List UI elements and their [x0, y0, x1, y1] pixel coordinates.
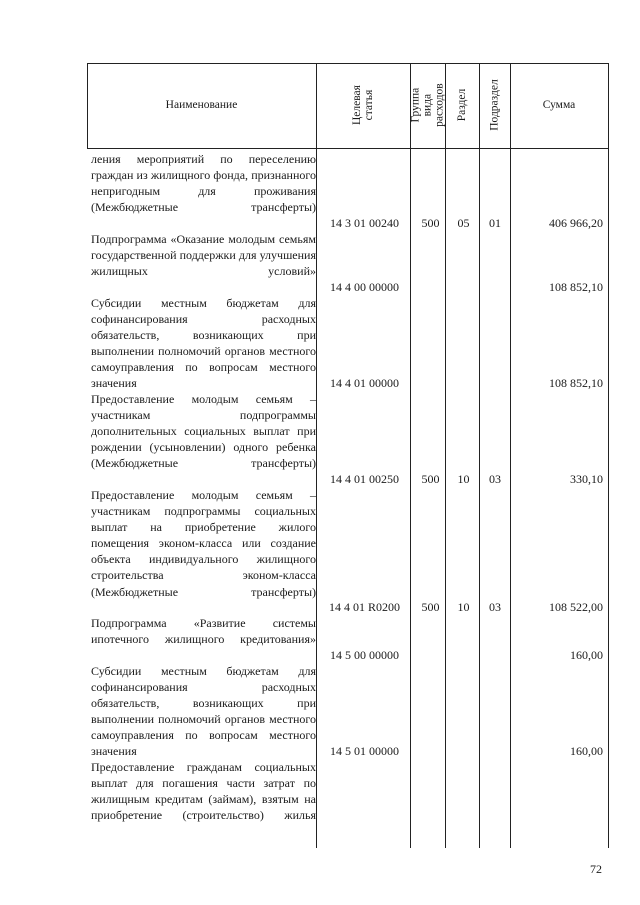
row-section: 10 — [457, 472, 470, 486]
row-amount: 160,00 — [570, 648, 603, 662]
row-name: Субсидии местным бюджетам для софинансирования расходных обязательств, возникающих при выполнении полномочий органов местного самоуправления по вопросам местного значения — [91, 664, 316, 759]
header-target-article-label: Целевая статья — [350, 85, 375, 126]
row-code: 14 4 01 00250 — [330, 472, 399, 486]
row-group: 500 — [421, 472, 440, 486]
header-expense-group-label: Группа вида расходов — [409, 83, 446, 128]
row-group: 500 — [421, 216, 440, 230]
header-target-article — [316, 63, 410, 148]
column-divider — [410, 63, 411, 848]
column-divider — [316, 63, 317, 848]
row-group: 500 — [421, 600, 440, 614]
row-amount: 160,00 — [570, 744, 603, 758]
row-section: 10 — [457, 600, 470, 614]
header-section — [445, 63, 479, 148]
row-amount: 108 852,10 — [549, 376, 603, 390]
header-name-label: Наименование — [165, 99, 238, 112]
column-divider — [479, 63, 480, 848]
row-code: 14 4 01 00000 — [330, 376, 399, 390]
column-divider — [445, 63, 446, 848]
row-section: 05 — [457, 216, 470, 230]
header-amount — [510, 63, 608, 148]
row-code: 14 3 01 00240 — [330, 216, 399, 230]
row-code: 14 5 00 00000 — [330, 648, 399, 662]
row-subsection: 03 — [489, 600, 501, 614]
row-code: 14 4 00 00000 — [330, 280, 399, 294]
column-divider — [510, 63, 511, 848]
row-code: 14 4 01 R0200 — [328, 600, 400, 614]
row-amount: 406 966,20 — [549, 216, 603, 230]
header-section-label: Раздел — [455, 89, 468, 122]
row-amount: 108 522,00 — [549, 600, 603, 614]
row-code: 14 5 01 00000 — [330, 744, 399, 758]
header-amount-label: Сумма — [542, 99, 576, 112]
row-name: Предоставление гражданам социальных выплат для погашения части затрат по жилищным кредитам (займам), взятым на приобретение (строительство) жилья — [91, 760, 316, 823]
header-subsection-label: Подраздел — [488, 79, 501, 132]
header-subsection — [479, 63, 510, 148]
row-name: Субсидии местным бюджетам для софинансирования расходных обязательств, возникающих при выполнении полномочий органов местного самоуправления по вопросам местного значения — [91, 296, 316, 391]
row-subsection: 03 — [489, 472, 501, 486]
header-name — [87, 63, 316, 148]
row-amount: 108 852,10 — [549, 280, 603, 294]
row-name: Предоставление молодым семьям – участникам подпрограммы социальных выплат на приобретение жилого помещения эконом-класса или создание объекта индивидуального жилищного строительства эконом-класса (Межбюджетные трансферты) — [91, 488, 316, 599]
header-expense-group — [410, 63, 445, 148]
row-amount: 330,10 — [570, 472, 603, 486]
row-name: Предоставление молодым семьям – участникам подпрограммы дополнительных социальных выплат при рождении (усыновлении) одного ребенка (Межбюджетные трансферты) — [91, 392, 316, 471]
row-name: Подпрограмма «Оказание молодым семьям государственной поддержки для улучшения жилищных условий» — [91, 232, 316, 279]
page-number: 72 — [590, 862, 602, 876]
row-name: Подпрограмма «Развитие системы ипотечного жилищного кредитования» — [91, 616, 316, 647]
table-right-border — [608, 63, 609, 848]
row-name: ления мероприятий по переселению граждан из жилищного фонда, признанного непригодным для проживания (Межбюджетные трансферты) — [91, 152, 316, 215]
row-subsection: 01 — [489, 216, 501, 230]
header-bottom-border — [87, 148, 608, 149]
